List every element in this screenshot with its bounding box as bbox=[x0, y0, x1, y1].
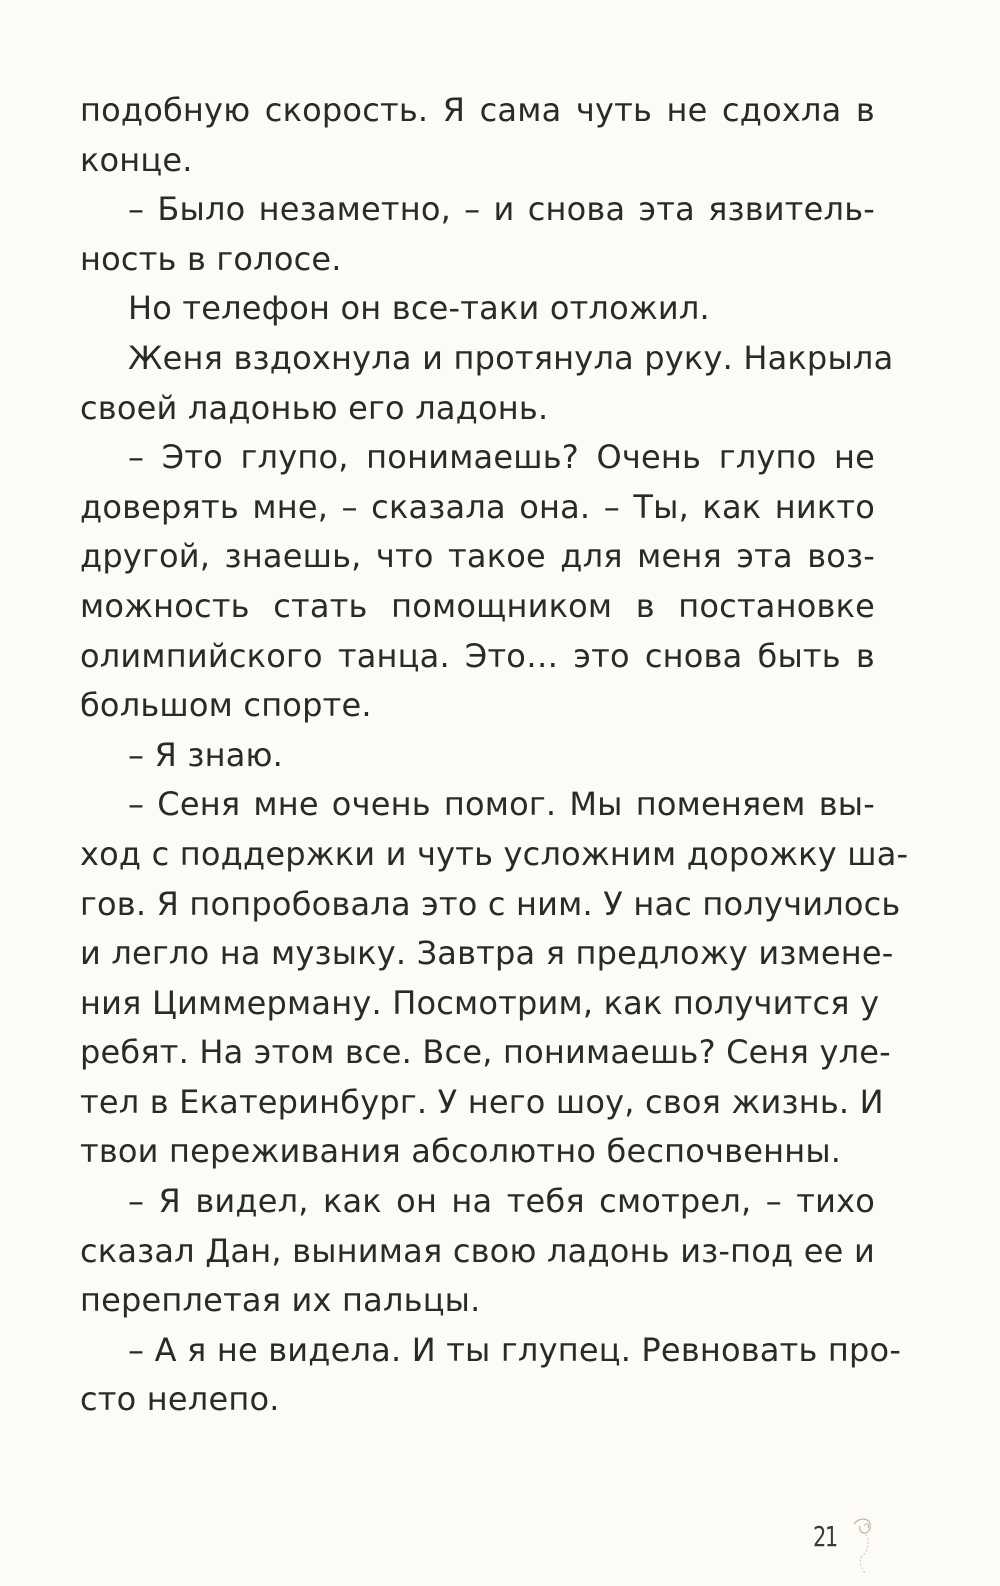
text-line: тел в Екатеринбург. У него шоу, своя жизнь. И bbox=[80, 1082, 884, 1121]
text-line: большом спорте. bbox=[80, 686, 372, 725]
text-line: Но телефон он все-таки отложил. bbox=[128, 289, 710, 328]
text-line: подобную скорость. Я сама чуть не сдохла в bbox=[80, 91, 875, 129]
text-line: сказал Дан, вынимая свою ладонь из-под ее и bbox=[80, 1231, 875, 1270]
text-line: сто нелепо. bbox=[80, 1380, 280, 1419]
text-line: своей ладонью его ладонь. bbox=[80, 388, 549, 427]
text-line: – Я знаю. bbox=[128, 735, 284, 774]
text-line: переплетая их пальцы. bbox=[80, 1281, 481, 1320]
text-line: конце. bbox=[80, 140, 193, 179]
page-body-text bbox=[80, 86, 909, 1425]
text-line: – Сеня мне очень помог. Мы поменяем вы- bbox=[128, 785, 875, 824]
text-line: олимпийского танца. Это… это снова быть в bbox=[80, 636, 875, 675]
text-line: ход с поддержки и чуть усложним дорожку ша- bbox=[80, 834, 909, 873]
text-line: и легло на музыку. Завтра я предложу измене- bbox=[80, 934, 894, 973]
page-number: 21 bbox=[813, 1520, 837, 1553]
text-line: – Было незаметно, – и снова эта язвитель- bbox=[128, 190, 875, 229]
text-line: гов. Я попробовала это с ним. У нас получилось bbox=[80, 884, 901, 923]
text-line: Женя вздохнула и протянула руку. Накрыла bbox=[128, 338, 894, 377]
text-line: – Это глупо, понимаешь? Очень глупо не bbox=[128, 438, 875, 477]
text-line: твои переживания абсолютно беспочвенны. bbox=[80, 1132, 842, 1171]
text-line: – Я видел, как он на тебя смотрел, – тихо bbox=[128, 1182, 875, 1221]
text-line: можность стать помощником в постановке bbox=[80, 586, 875, 625]
text-line: – А я не видела. И ты глупец. Ревновать про- bbox=[128, 1330, 902, 1369]
floral-ornament-icon bbox=[840, 1512, 880, 1582]
text-line: ния Циммерману. Посмотрим, как получится у bbox=[80, 983, 880, 1022]
text-line: другой, знаешь, что такое для меня эта воз- bbox=[80, 537, 875, 576]
text-line: доверять мне, – сказала она. – Ты, как никто bbox=[80, 487, 875, 526]
text-line: ребят. На этом все. Все, понимаешь? Сеня уле- bbox=[80, 1033, 891, 1072]
text-line: ность в голосе. bbox=[80, 239, 342, 278]
